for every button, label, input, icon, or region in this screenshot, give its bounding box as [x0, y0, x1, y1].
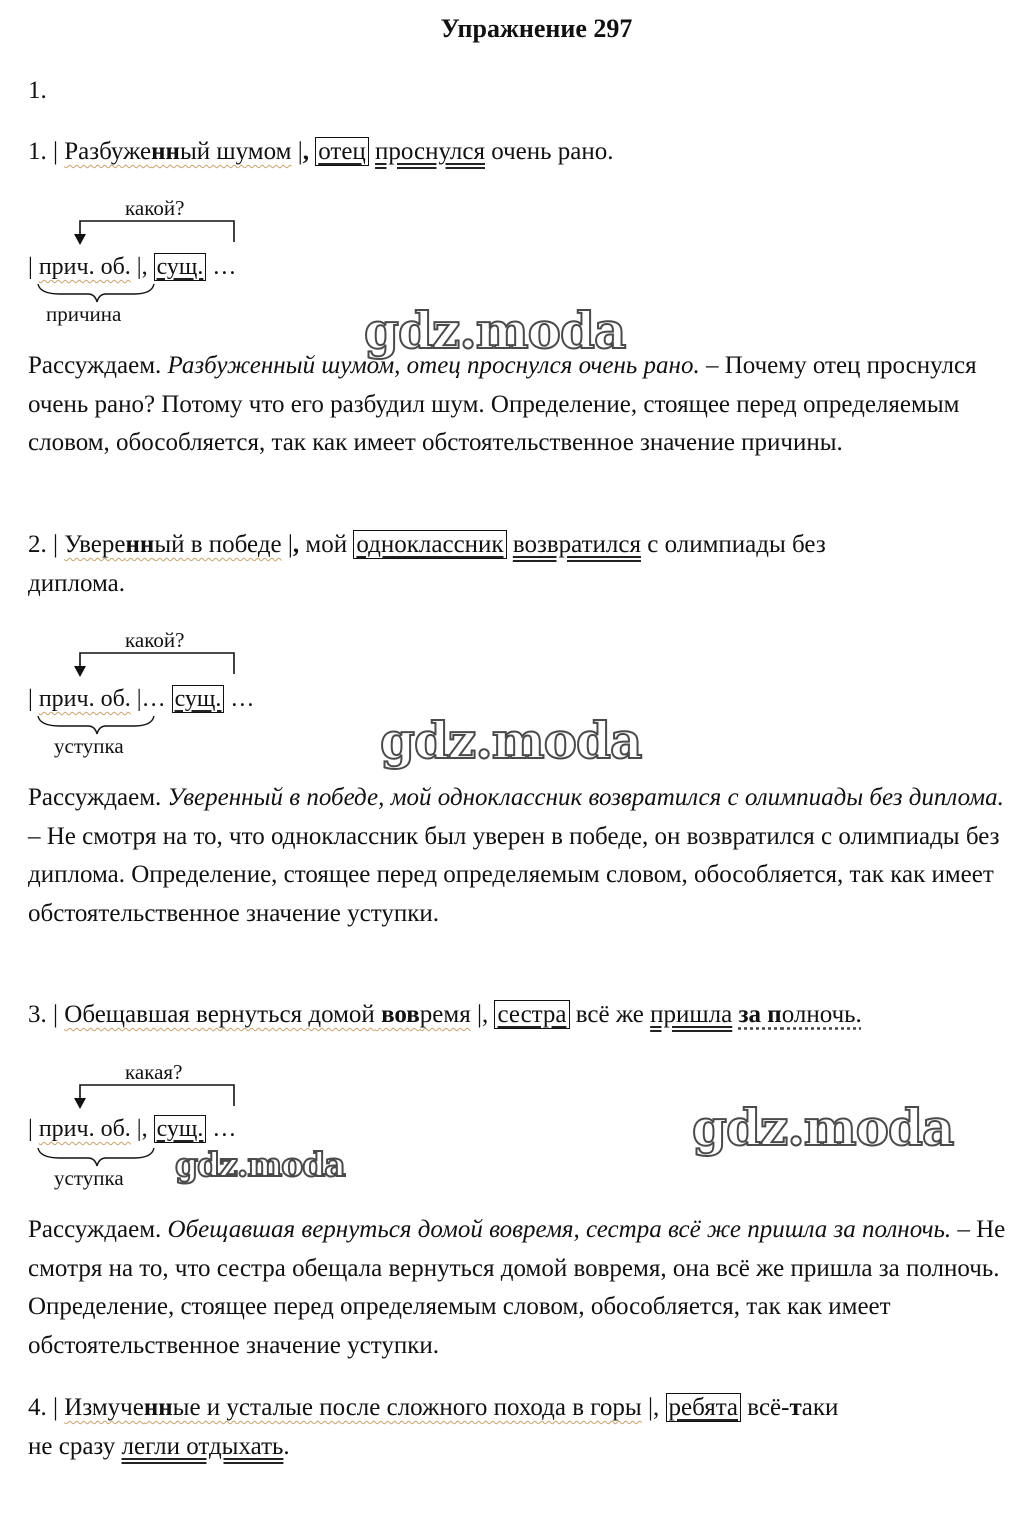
reasoning-2: Рассуждаем. Уверенный в победе, мой одноклассник возвратился с олимпиады без диплома. – Не смотря на то, что одноклассник был уверен в победе, он возвратился с олимпиады без диплома. Определение, стоящее перед определяемым словом, обособляется, так как имеет обстоятельственное значение уступки. — [28, 784, 1004, 927]
sentence-3-participle-phrase: Обещавшая вернуться домой вовремя — [64, 1001, 471, 1028]
scheme-3-bar-left: | — [28, 1116, 33, 1142]
sentence-2-tail: с олимпиады без — [647, 531, 826, 558]
sentence-1-comma: , — [302, 138, 309, 165]
sentence-4-subject: ребята — [666, 1393, 742, 1422]
sentence-4-end: . — [283, 1433, 290, 1460]
scheme-3-meaning: уступка — [54, 1166, 124, 1190]
watermark: gdz.moda — [692, 1098, 954, 1157]
scheme-1-bar-left: | — [28, 254, 33, 280]
sentence-1-number: 1. | — [28, 138, 59, 165]
scheme-2-noun: сущ. — [172, 685, 225, 713]
sentence-4-predicate: легли отдыхать — [121, 1433, 284, 1460]
sentence-4-adverb: не сразу — [28, 1433, 116, 1460]
scheme-2-bar-right: |… — [136, 686, 166, 712]
sentence-2-bar: | — [281, 531, 293, 558]
reasoning-1: Рассуждаем. Разбуженный шумом, отец проснулся очень рано. – Почему отец проснулся очень рано? Потому что его разбудил шум. Определение, стоящее перед определяемым словом, обособляется, так как имеет обстоятельственное значение причины. — [28, 352, 977, 456]
scheme-1-meaning: причина — [46, 302, 122, 326]
scheme-2-participle: прич. об. — [38, 686, 131, 712]
sentence-3-adverbial: за полночь. — [738, 1001, 862, 1028]
watermark: gdz.moda — [175, 1145, 345, 1184]
scheme-1-noun: сущ. — [154, 253, 207, 281]
sentence-1-predicate: проснулся — [375, 138, 485, 165]
sentence-4-line-2 — [28, 1428, 290, 1466]
sentence-3-predicate: пришла — [650, 1001, 733, 1028]
sentence-2-number: 2. | — [28, 531, 59, 558]
sentence-2-word: мой — [305, 531, 348, 558]
scheme-3-noun: сущ. — [154, 1115, 207, 1143]
scheme-2-ellipsis: … — [230, 686, 255, 712]
scheme-2-bar-left: | — [28, 686, 33, 712]
watermark: gdz.moda — [364, 301, 626, 360]
watermark: gdz.moda — [380, 711, 642, 770]
sentence-2-subject: одноклассник — [353, 530, 506, 559]
scheme-1-question: какой? — [125, 196, 185, 220]
sentence-3-subject: сестра — [494, 1000, 569, 1029]
page-title: Упражнение 297 — [440, 14, 633, 43]
sentence-1-tail: очень рано. — [491, 138, 614, 165]
scheme-1-bar-right: |, — [136, 254, 148, 280]
scheme-3 — [28, 1110, 236, 1148]
scheme-1-ellipsis: … — [212, 254, 237, 280]
sentence-2-participle-phrase: Уверенный в победе — [64, 531, 282, 558]
scheme-1-participle: прич. об. — [38, 254, 131, 280]
scheme-3-bar-right: |, — [136, 1116, 148, 1142]
sentence-2-comma: , — [292, 531, 300, 558]
sentence-2-line-2: диплома. — [28, 570, 125, 597]
sentence-1-subject: отец — [315, 137, 369, 166]
sentence-4 — [28, 1389, 838, 1427]
scheme-2-question: какой? — [125, 628, 185, 652]
scheme-3-ellipsis: … — [212, 1116, 237, 1142]
sentence-4-bar: |, — [641, 1394, 660, 1421]
section-number: 1. — [28, 77, 47, 104]
sentence-3-number: 3. | — [28, 1001, 59, 1028]
sentence-2-predicate: возвратился — [512, 531, 641, 558]
reasoning-3: Рассуждаем. Обещавшая вернуться домой вовремя, сестра всё же пришла за полночь. – Не смотря на то, что сестра обещала вернуться домой вовремя, она всё же пришла за полночь. Определение, стоящее перед определяемым словом, обособляется, так как имеет обстоятельственное значение уступки. — [28, 1216, 1006, 1359]
sentence-3-mid: всё же — [575, 1001, 644, 1028]
sentence-3-bar: |, — [470, 1001, 489, 1028]
sentence-1-bar: | — [291, 138, 303, 165]
scheme-3-participle: прич. об. — [38, 1116, 131, 1142]
sentence-4-participle-phrase: Измученные и усталые после сложного похода в горы — [64, 1394, 642, 1421]
sentence-4-particle: всё-таки — [747, 1394, 839, 1421]
scheme-2-meaning: уступка — [54, 734, 124, 758]
sentence-1-participle-phrase: Разбуженный шумом — [64, 138, 292, 165]
scheme-3-question: какая? — [125, 1060, 183, 1084]
sentence-4-number: 4. | — [28, 1394, 59, 1421]
